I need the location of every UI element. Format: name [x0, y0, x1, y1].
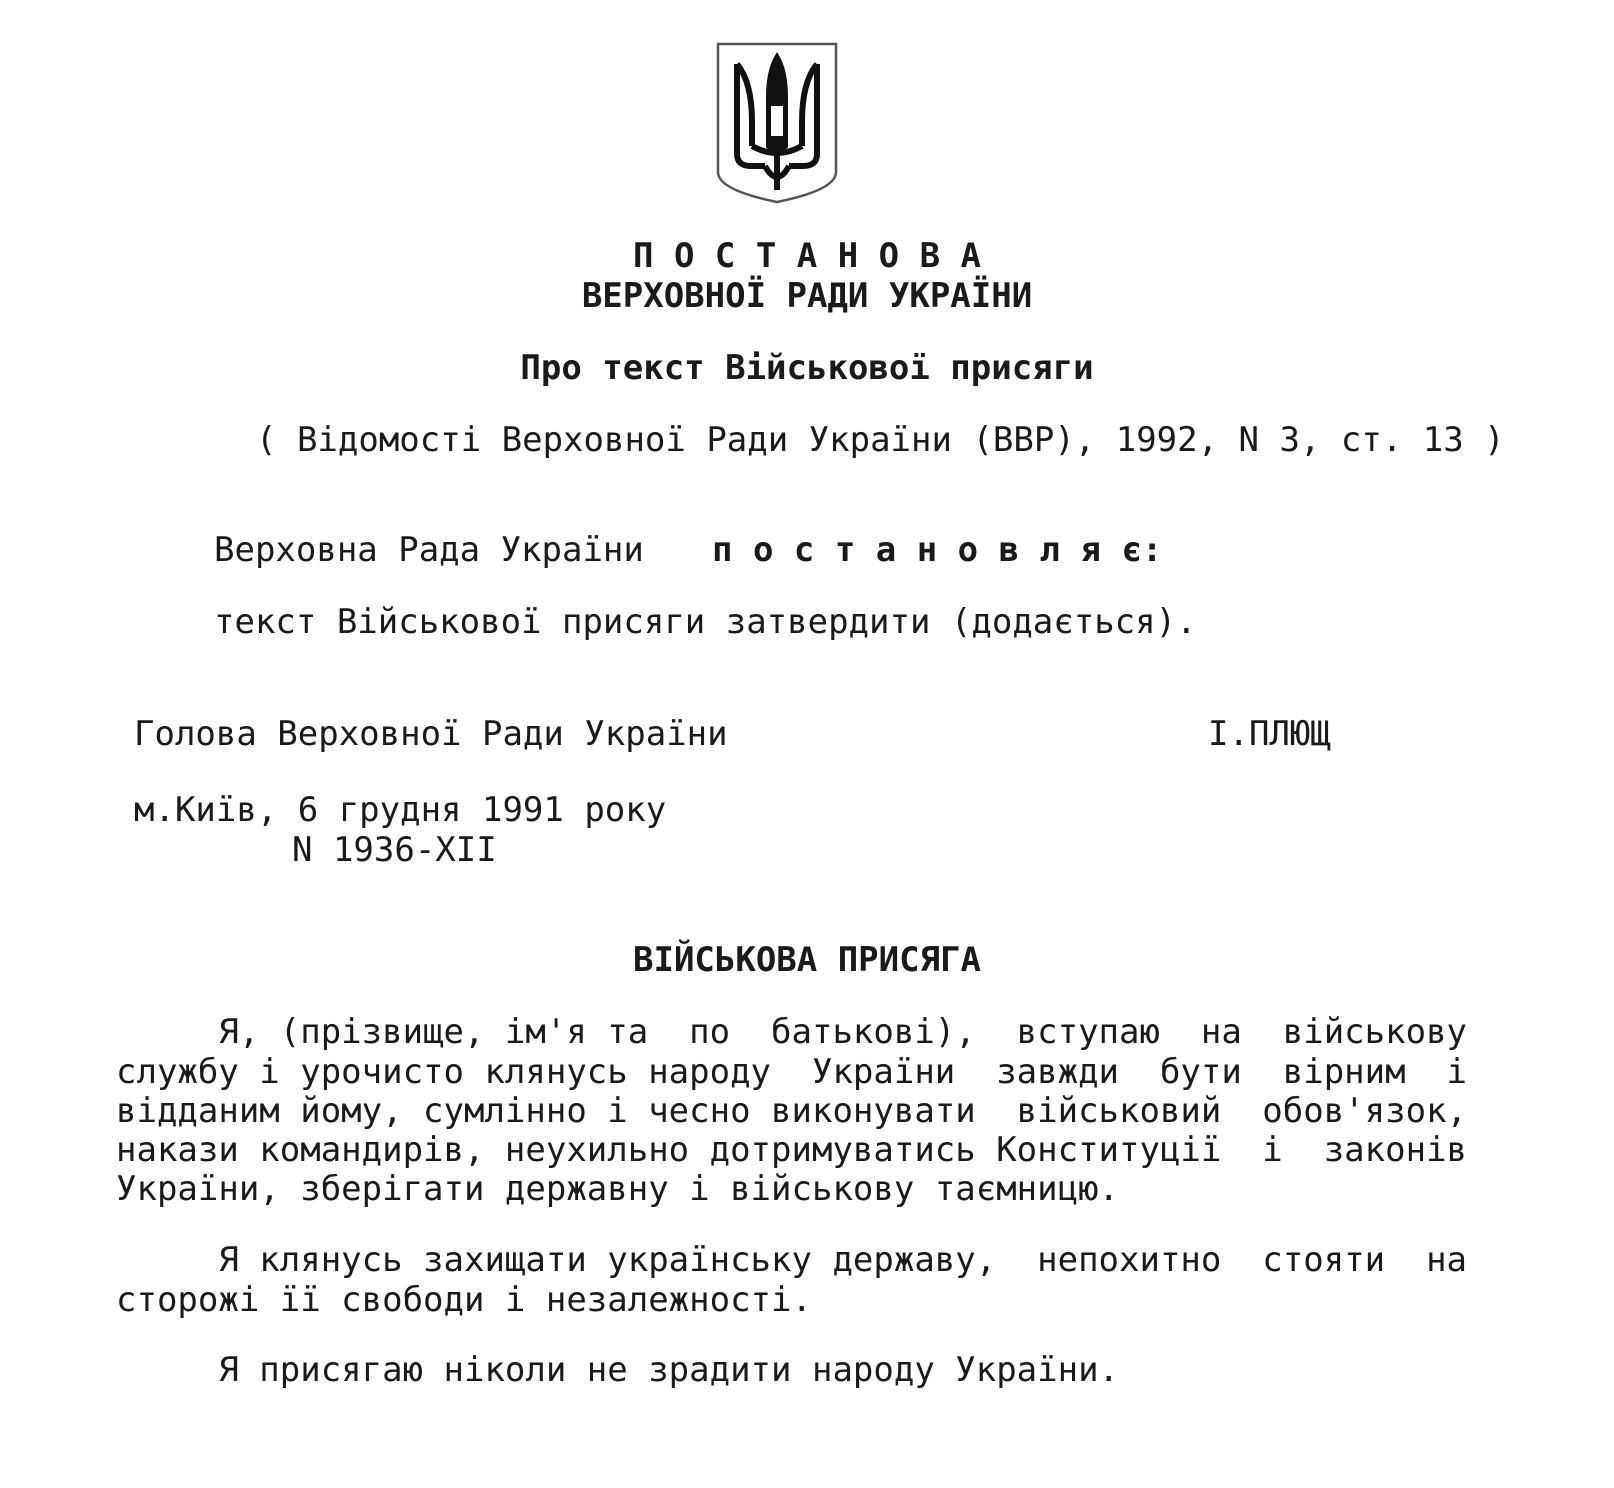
publication-source: ( Відомості Верховної Ради України (ВВР), 1992, N 3, ст. 13 ) [256, 420, 1505, 460]
oath-text-line: службу і урочисто клянусь народу України завжди бути вірним і [116, 1052, 1468, 1092]
oath-text-line: Я, (прізвище, ім'я та по батькові), вступаю на військову [116, 1012, 1468, 1052]
document-type-heading: П О С Т А Н О В А [633, 236, 981, 276]
signatory-position: Голова Верховної Ради України [134, 714, 728, 754]
resolution-subject: Верховна Рада України [214, 530, 644, 570]
oath-title: ВІЙСЬКОВА ПРИСЯГА [633, 940, 981, 980]
document-number: N 1936-XII [292, 830, 497, 870]
resolution-verb: п о с т а н о в л я є: [712, 530, 1163, 570]
oath-text-line: Я клянусь захищати українську державу, непохитно стояти на [116, 1240, 1468, 1280]
issuer-heading: ВЕРХОВНОЇ РАДИ УКРАЇНИ [581, 276, 1033, 316]
document-title: Про текст Військової присяги [520, 348, 1094, 388]
oath-text-line: накази командирів, неухильно дотримуватись Конституції і законів [116, 1130, 1468, 1170]
oath-text-line: сторожі її свободи і незалежності. [116, 1280, 812, 1320]
oath-text-line: відданим йому, сумлінно і чесно виконувати військовий обов'язок, [116, 1091, 1468, 1131]
oath-text-line: Я присягаю ніколи не зрадити народу України. [116, 1350, 1120, 1390]
trident-coat-of-arms-icon [716, 42, 838, 204]
oath-text-line: України, зберігати державну і військову таємницю. [116, 1169, 1120, 1209]
signatory-name: І.ПЛЮЩ [1208, 714, 1331, 754]
place-and-date: м.Київ, 6 грудня 1991 року [134, 790, 667, 830]
resolution-decision: текст Військової присяги затвердити (додається). [214, 602, 1197, 642]
